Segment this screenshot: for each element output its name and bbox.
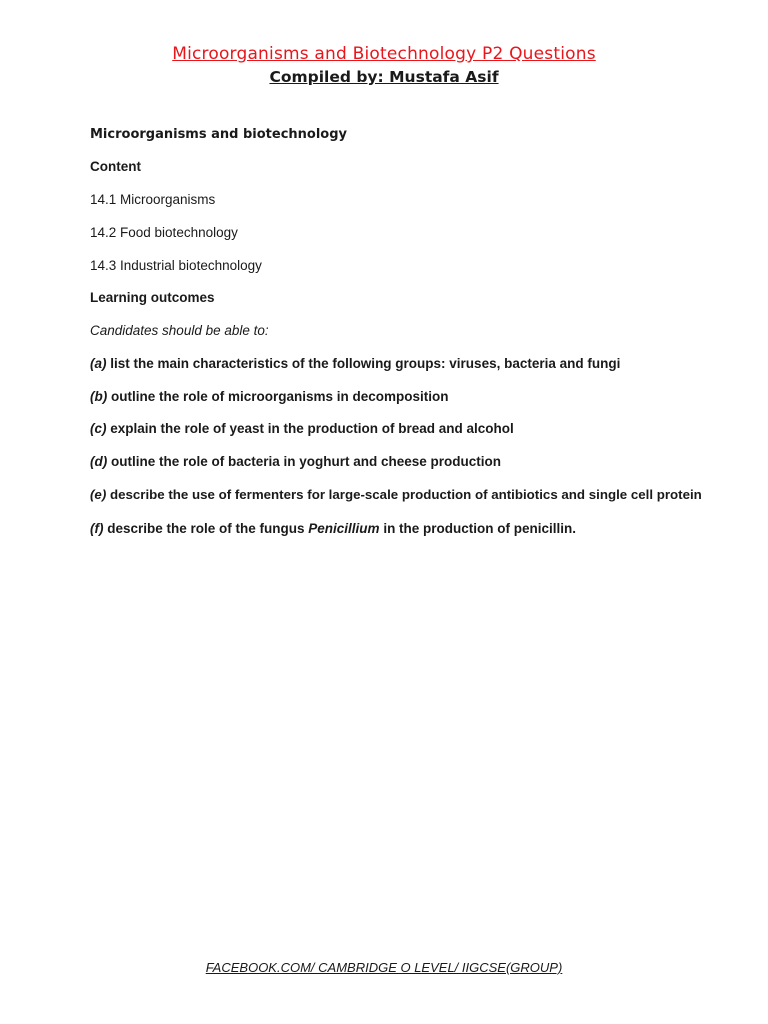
outcome-text: in the production of penicillin.: [379, 521, 577, 536]
outcome-text: list the main characteristics of the following groups: viruses, bacteria and fungi: [106, 356, 621, 371]
section-heading: Microorganisms and biotechnology: [90, 127, 348, 142]
content-label: Content: [90, 159, 141, 174]
footer-link-text: FACEBOOK.COM/ CAMBRIDGE O LEVEL/ IIGCSE(GROUP): [205, 960, 563, 975]
content-item: 14.3 Industrial biotechnology: [90, 258, 262, 273]
outcome-item: [90, 389, 449, 404]
outcome-item: [90, 454, 501, 469]
outcome-item: [90, 421, 514, 436]
content-item: 14.1 Microorganisms: [90, 192, 216, 207]
document-title: Microorganisms and Biotechnology P2 Questions: [172, 44, 596, 64]
outcome-item: [90, 521, 576, 536]
outcome-marker: (f): [90, 521, 104, 536]
outcome-marker: (e): [90, 487, 107, 502]
learning-outcomes-label: Learning outcomes: [90, 290, 215, 305]
content-item: 14.2 Food biotechnology: [90, 225, 238, 240]
species-name: Penicillium: [308, 521, 380, 536]
outcome-text: describe the role of the fungus: [103, 521, 309, 536]
outcome-text: outline the role of microorganisms in decomposition: [107, 389, 449, 404]
outcome-item: [90, 356, 620, 371]
outcomes-intro: Candidates should be able to:: [90, 323, 269, 338]
outcome-marker: (d): [90, 454, 108, 469]
outcome-text: outline the role of bacteria in yoghurt and cheese production: [107, 454, 502, 469]
outcome-item: [90, 487, 702, 502]
outcome-text: describe the use of fermenters for large-scale production of antibiotics and single cell protein: [106, 487, 702, 502]
outcome-marker: (c): [90, 421, 107, 436]
outcome-marker: (a): [90, 356, 107, 371]
outcome-text: explain the role of yeast in the production of bread and alcohol: [106, 421, 514, 436]
document-subtitle: Compiled by: Mustafa Asif: [269, 68, 499, 86]
outcome-marker: (b): [90, 389, 108, 404]
